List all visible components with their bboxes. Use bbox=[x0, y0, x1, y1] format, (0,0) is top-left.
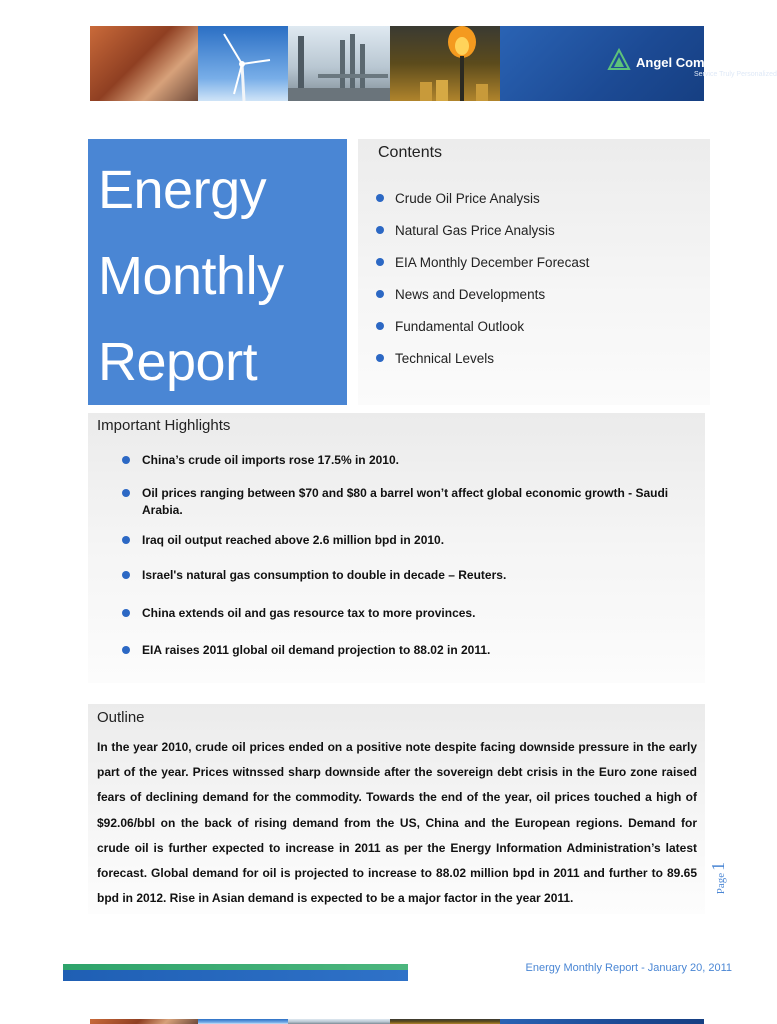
outline-heading: Outline bbox=[97, 709, 145, 726]
brand-name: Angel Commodities bbox=[636, 55, 759, 70]
page-label: Page bbox=[715, 872, 727, 895]
refinery-icon bbox=[288, 26, 390, 101]
bullet-icon bbox=[376, 354, 384, 362]
report-title-line2: Monthly bbox=[98, 246, 284, 306]
banner-photo-wind-turbine bbox=[198, 1019, 288, 1024]
contents-item-label: Fundamental Outlook bbox=[395, 318, 525, 334]
contents-item-label: News and Developments bbox=[395, 286, 546, 302]
contents-item[interactable] bbox=[376, 182, 589, 214]
contents-item[interactable] bbox=[376, 310, 589, 342]
highlight-item bbox=[122, 452, 672, 469]
contents-item-label: Crude Oil Price Analysis bbox=[395, 190, 540, 206]
highlight-item bbox=[122, 485, 672, 519]
bullet-icon bbox=[376, 322, 384, 330]
contents-item-label: Technical Levels bbox=[395, 350, 495, 366]
banner-photo-tanker bbox=[90, 26, 198, 101]
contents-item[interactable] bbox=[376, 278, 589, 310]
banner-photo-refinery bbox=[288, 1019, 390, 1024]
highlight-text: China’s crude oil imports rose 17.5% in 2010. bbox=[142, 453, 399, 467]
angel-logo-icon bbox=[608, 49, 630, 71]
highlight-item bbox=[122, 642, 672, 659]
contents-item[interactable] bbox=[376, 246, 589, 278]
bullet-icon bbox=[122, 646, 130, 654]
report-title-line3: Report bbox=[98, 332, 258, 392]
bullet-icon bbox=[122, 571, 130, 579]
bullet-icon bbox=[122, 609, 130, 617]
banner-photo-tanker bbox=[90, 1019, 198, 1024]
header-banner bbox=[90, 26, 777, 101]
bottom-banner-strip bbox=[90, 1019, 704, 1024]
report-title-box bbox=[88, 139, 347, 405]
banner-photo-refinery bbox=[288, 26, 390, 101]
banner-photo-gas-flare bbox=[390, 1019, 500, 1024]
brand-panel bbox=[500, 1019, 704, 1024]
contents-heading: Contents bbox=[378, 144, 443, 161]
contents-list bbox=[376, 182, 589, 374]
highlight-item bbox=[122, 567, 672, 584]
contents-item-label: EIA Monthly December Forecast bbox=[395, 254, 590, 270]
footer-bar-blue bbox=[63, 970, 408, 981]
bullet-icon bbox=[122, 489, 130, 497]
brand-tagline: Service Truly Personalized bbox=[694, 71, 777, 78]
footer-text: Energy Monthly Report - January 20, 2011 bbox=[525, 962, 732, 974]
bullet-icon bbox=[376, 258, 384, 266]
bullet-icon bbox=[122, 456, 130, 464]
highlight-text: Israel's natural gas consumption to double in decade – Reuters. bbox=[142, 568, 507, 582]
contents-panel bbox=[358, 139, 710, 405]
bullet-icon bbox=[376, 290, 384, 298]
highlight-text: China extends oil and gas resource tax to more provinces. bbox=[142, 606, 476, 620]
bullet-icon bbox=[122, 536, 130, 544]
gas-flare-icon bbox=[390, 26, 500, 101]
highlight-item bbox=[122, 605, 672, 622]
highlight-item bbox=[122, 532, 672, 549]
page-number: 1 bbox=[708, 861, 728, 871]
contents-item[interactable] bbox=[376, 214, 589, 246]
report-title-line1: Energy bbox=[98, 160, 267, 220]
bullet-icon bbox=[376, 226, 384, 234]
page-number-marker bbox=[708, 858, 748, 898]
highlights-heading: Important Highlights bbox=[97, 417, 231, 434]
outline-paragraph: In the year 2010, crude oil prices ended on a positive note despite facing downside pressure in the early part of the year. Prices witnssed sharp downside after the sovereign debt crisis in the Euro zone raised fears of declining demand for the commodity. Towards the end of the year, oil prices touched a high of $92.06/bbl on the back of rising demand from the US, China and the European regions. Demand for crude oil is further expected to increase in 2011 as per the Energy Information Administration’s latest forecast. Global demand for oil is projected to increase to 88.02 million bpd in 2011 and further to 89.65 bpd in 2012. Rise in Asian demand is expected to be a major factor in the year 2011. bbox=[97, 740, 697, 906]
contents-item[interactable] bbox=[376, 342, 589, 374]
banner-photo-gas-flare bbox=[390, 26, 500, 101]
banner-photo-wind-turbine bbox=[198, 26, 288, 101]
highlight-text: Iraq oil output reached above 2.6 million bpd in 2010. bbox=[142, 533, 445, 547]
highlight-text: EIA raises 2011 global oil demand projection to 88.02 in 2011. bbox=[142, 643, 491, 657]
footer-color-bar bbox=[63, 964, 408, 981]
outline-panel bbox=[88, 704, 705, 914]
wind-turbine-icon bbox=[198, 26, 288, 101]
highlight-text: Oil prices ranging between $70 and $80 a barrel won’t affect global economic growth - Saudi Arabia. bbox=[142, 486, 669, 517]
bullet-icon bbox=[376, 194, 384, 202]
contents-item-label: Natural Gas Price Analysis bbox=[395, 222, 555, 238]
highlights-panel bbox=[88, 413, 705, 683]
